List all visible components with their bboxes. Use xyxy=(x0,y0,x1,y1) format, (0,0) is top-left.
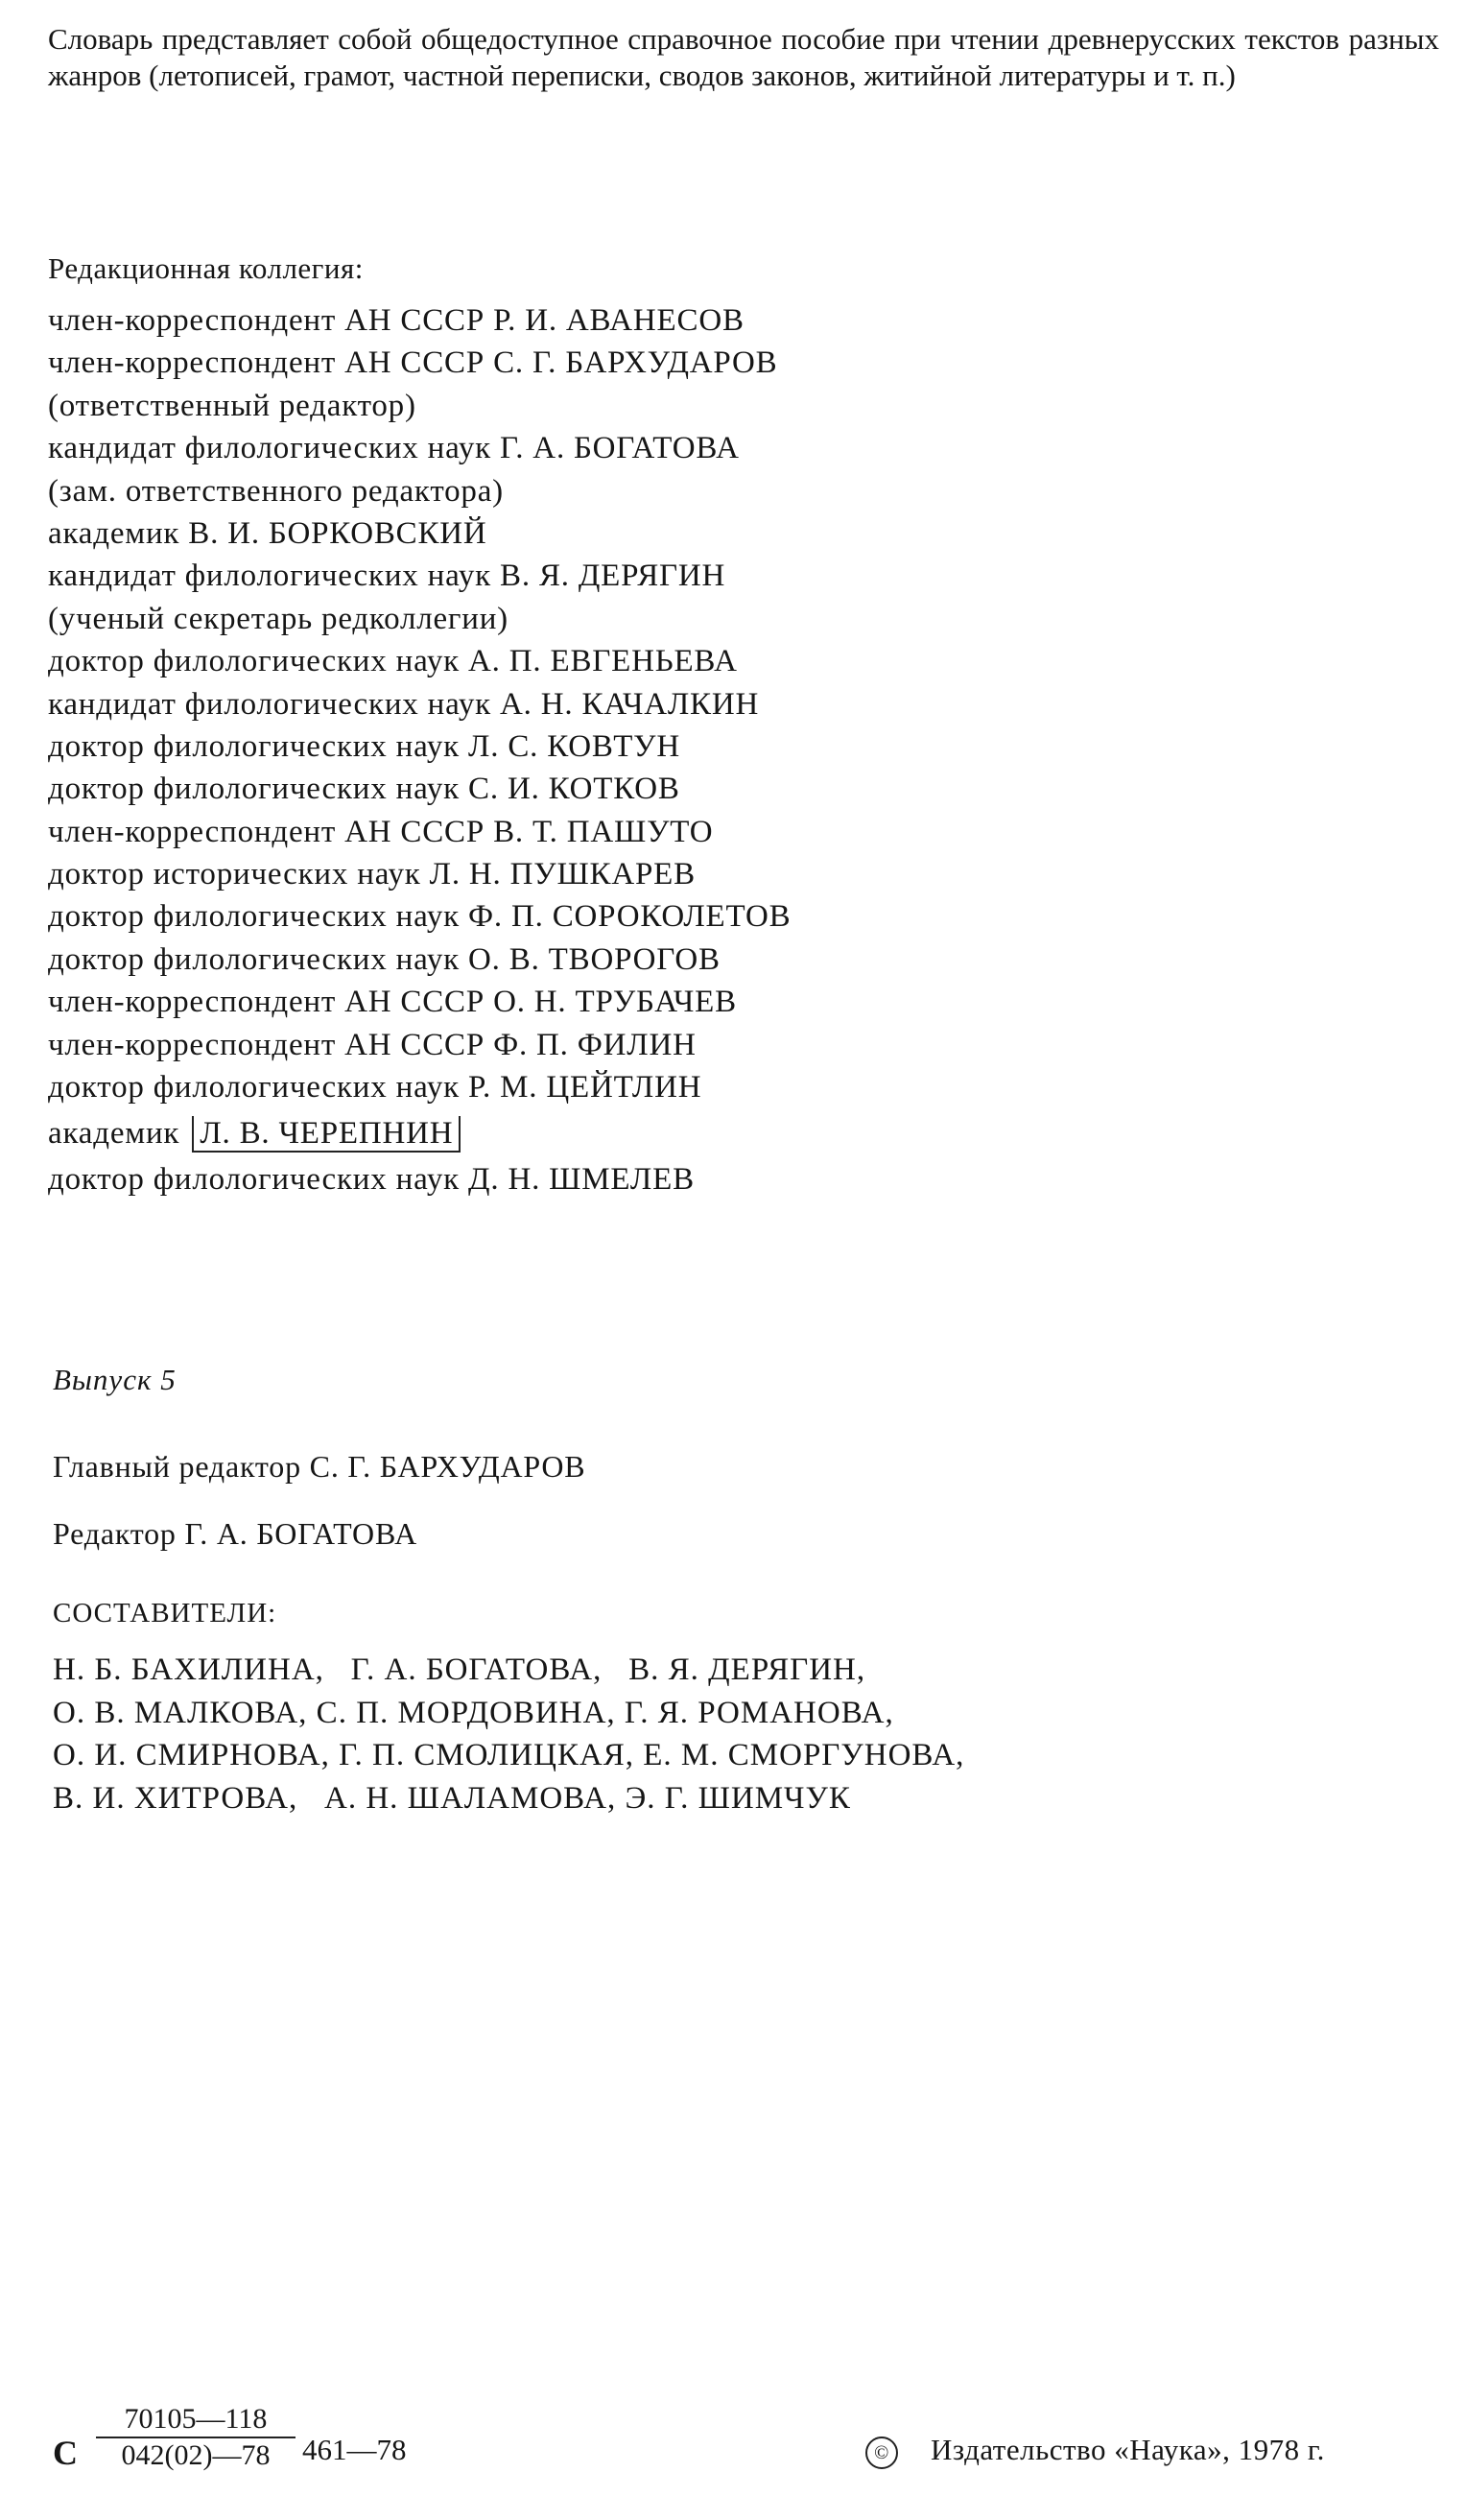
board-member: доктор филологических наук Р. М. ЦЕЙТЛИН xyxy=(48,1070,702,1105)
compilers-line: О. В. МАЛКОВА, С. П. МОРДОВИНА, Г. Я. РОМАНОВА, xyxy=(53,1695,894,1730)
board-member: доктор филологических наук О. В. ТВОРОГОВ xyxy=(48,941,721,977)
compilers-line: В. И. ХИТРОВА, А. Н. ШАЛАМОВА, Э. Г. ШИМЧУК xyxy=(53,1780,851,1816)
board-member: академик В. И. БОРКОВСКИЙ xyxy=(48,515,487,551)
board-member: член-корреспондент АН СССР Р. И. АВАНЕСОВ xyxy=(48,303,745,338)
board-member: кандидат филологических наук Г. А. БОГАТОВА xyxy=(48,431,740,466)
catalog-index-suffix: 461—78 xyxy=(302,2433,407,2466)
board-member: кандидат филологических наук А. Н. КАЧАЛКИН xyxy=(48,686,760,722)
memorial-frame: Л. В. ЧЕРЕПНИН xyxy=(192,1116,461,1153)
compilers-line: Н. Б. БАХИЛИНА, Г. А. БОГАТОВА, В. Я. ДЕРЯГИН, xyxy=(53,1652,866,1687)
board-member: доктор филологических наук Д. Н. ШМЕЛЕВ xyxy=(48,1162,695,1198)
board-member: доктор филологических наук А. П. ЕВГЕНЬЕВА xyxy=(48,644,738,679)
catalog-index-denominator: 042(02)—78 xyxy=(96,2437,296,2473)
board-member: член-корреспондент АН СССР Ф. П. ФИЛИН xyxy=(48,1027,697,1062)
compilers-title: СОСТАВИТЕЛИ: xyxy=(53,1598,277,1628)
board-member-note: (ученый секретарь редколлегии) xyxy=(48,601,508,636)
copyright-line xyxy=(865,2433,1325,2469)
board-member: доктор филологических наук Л. С. КОВТУН xyxy=(48,728,680,764)
board-member: доктор филологических наук Ф. П. СОРОКОЛЕТОВ xyxy=(48,899,792,935)
catalog-index-fraction xyxy=(96,2402,296,2473)
copyright-icon: © xyxy=(865,2437,898,2469)
compilers-list xyxy=(53,1649,964,1819)
board-member: член-корреспондент АН СССР В. Т. ПАШУТО xyxy=(48,814,714,849)
compilers-line: О. И. СМИРНОВА, Г. П. СМОЛИЦКАЯ, Е. М. СМОРГУНОВА, xyxy=(53,1738,965,1772)
intro-paragraph: Словарь представляет собой общедоступное справочное пособие при чтении древнерусских текстов разных жанров (летописей, грамот, частной переписки, сводов законов, житийной литературы и т. п.) xyxy=(48,22,1439,92)
board-member: доктор филологических наук С. И. КОТКОВ xyxy=(48,772,680,807)
board-member-note: (зам. ответственного редактора) xyxy=(48,473,504,509)
catalog-index-numerator: 70105—118 xyxy=(124,2403,268,2435)
editorial-board-list xyxy=(48,299,791,1201)
board-member: кандидат филологических наук В. Я. ДЕРЯГИН xyxy=(48,559,726,594)
framed-member-title: академик xyxy=(48,1116,180,1152)
chief-editor: Главный редактор С. Г. БАРХУДАРОВ xyxy=(53,1449,586,1484)
publisher: Издательство «Наука», 1978 г. xyxy=(931,2433,1325,2466)
board-member: член-корреспондент АН СССР О. Н. ТРУБАЧЕВ xyxy=(48,985,737,1020)
board-member: член-корреспондент АН СССР С. Г. БАРХУДАРОВ xyxy=(48,345,778,381)
editor: Редактор Г. А. БОГАТОВА xyxy=(53,1516,417,1551)
catalog-index-letter: С xyxy=(53,2434,78,2472)
board-member-framed xyxy=(48,1108,791,1158)
editorial-board-title: Редакционная коллегия: xyxy=(48,251,364,285)
board-member-note: (ответственный редактор) xyxy=(48,388,416,423)
issue-number: Выпуск 5 xyxy=(53,1363,177,1396)
board-member: доктор исторических наук Л. Н. ПУШКАРЕВ xyxy=(48,857,696,892)
